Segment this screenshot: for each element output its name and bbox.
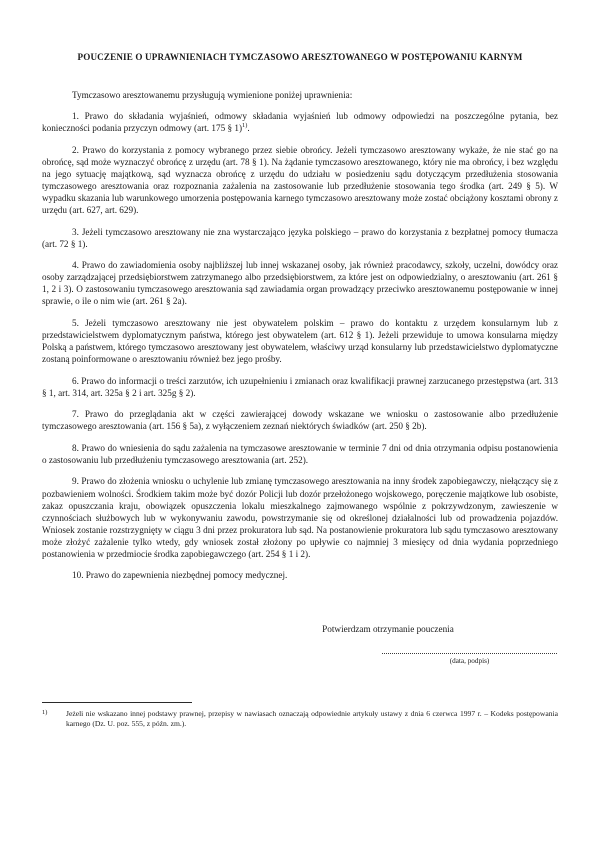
acknowledgement-statement: Potwierdzam otrzymanie pouczenia xyxy=(322,624,454,635)
footnote-1 xyxy=(42,709,558,730)
signature-caption: (data, podpis) xyxy=(449,657,490,666)
page-title: POUCZENIE O UPRAWNIENIACH TYMCZASOWO ARESZTOWANEGO W POSTĘPOWANIU KARNYM xyxy=(77,52,523,62)
footnote-marker: 1) xyxy=(42,708,48,716)
clause-6: 6. Prawo do informacji o treści zarzutów, ich uzupełnieniu i zmianach oraz kwalifikacji prawnej zarzucanego przestępstwa (art. 313 § 1, art. 314, art. 325a § 2 i art. 325g § 2). xyxy=(42,375,558,398)
clause-1-text-tail: . xyxy=(247,123,250,134)
clause-10: 10. Prawo do zapewnienia niezbędnej pomocy medycznej. xyxy=(72,570,288,581)
footnote-separator xyxy=(42,702,192,703)
clause-4: 4. Prawo do zawiadomienia osoby najbliższej lub innej wskazanej osoby, jak również pracodawcy, szkoły, uczelni, dowódcy oraz osoby zarządzającej przedsiębiorstwem zatrzymanego albo przedsiębiorstwem, za które jest on odpowiedzialny, o aresztowaniu (art. 261 § 1, 2 i 3). O zastosowaniu tymczasowego aresztowania sąd zawiadamia organ prowadzący przeciwko aresztowanemu postępowanie w innej sprawie, o ile o nim wie (art. 261 § 2a). xyxy=(42,260,558,307)
clause-5: 5. Jeżeli tymczasowo aresztowany nie jest obywatelem polskim – prawo do kontaktu z urzędem konsularnym lub z przedstawicielstwem dyplomatycznym państwa, którego jest obywatelem (art. 612 § 1). Jeżeli przewiduje to umowa konsularna między Polską a państwem, którego tymczasowo aresztowany jest obywatelem, właściwy urząd konsularny lub przedstawicielstwo dyplomatyczne zostaną poinformowane o aresztowaniu również bez jego prośby. xyxy=(42,318,558,365)
clause-1-text: 1. Prawo do składania wyjaśnień, odmowy składania wyjaśnień lub odmowy odpowiedzi na poszczególne pytania, bez konieczności podania przyczyn odmowy (art. 175 § 1) xyxy=(42,111,558,134)
clause-1 xyxy=(42,101,558,135)
acknowledgement-block xyxy=(42,581,558,666)
clause-8: 8. Prawo do wniesienia do sądu zażalenia na tymczasowe aresztowanie w terminie 7 dni od dnia otrzymania odpisu postanowienia o zastosowaniu lub przedłużeniu tymczasowego aresztowania (art. 252). xyxy=(42,442,558,465)
footnote-text: Jeżeli nie wskazano innej podstawy prawnej, przepisy w nawiasach oznaczają odpowiednie artykuły ustawy z dnia 6 czerwca 1997 r. – Kodeks postępowania karnego (Dz. U. poz. 555, z późn. zm.). xyxy=(66,709,558,729)
footnote-reference-icon: 1) xyxy=(242,122,248,130)
clause-9: 9. Prawo do złożenia wniosku o uchylenie lub zmianę tymczasowego aresztowania na inny środek zapobiegawczy, niełączący się z pozbawieniem wolności. Środkiem takim może być dozór Policji lub dozór przełożonego wojskowego, poręczenie majątkowe lub osobiste, zakaz opuszczania kraju, obowiązek opuszczenia lokalu mieszkalnego zajmowanego wspólnie z pokrzywdzonym, zawieszenie w czynnościach służbowych lub w wykonywaniu zawodu, powstrzymanie się od określonej działalności lub od prowadzenia pojazdów. Wniosek zostanie rozstrzygnięty w ciągu 3 dni przez prokuratora lub sąd. Na postanowienie prokuratora lub sądu tymczasowo aresztowany może złożyć zażalenie tylko wtedy, gdy wniosek został złożony po upływie co najmniej 3 miesięcy od dnia wydania poprzedniego postanowienia w przedmiocie środka zapobiegawczego (art. 254 § 1 i 2). xyxy=(42,476,558,559)
signature-line[interactable] xyxy=(382,652,557,654)
intro-paragraph: Tymczasowo aresztowanemu przysługują wymienione poniżej uprawnienia: xyxy=(72,89,353,100)
footnote-area xyxy=(42,702,558,730)
clause-2: 2. Prawo do korzystania z pomocy wybranego przez siebie obrońcy. Jeżeli tymczasowo aresztowany wykaże, że nie stać go na obrońcę, sąd może wyznaczyć obrońcę z urzędu (art. 78 § 1). Na żądanie tymczasowo aresztowanego, który nie ma obrońcy, i bez względu na jego sytuację majątkową, sąd wyznacza obrońcę z urzędu do udziału w posiedzeniu sądu dotyczącym przedłużenia stosowania tymczasowego aresztowania oraz rozpoznania zażalenia na zastosowanie lub przedłużenie stosowania tego środka (art. 249 § 5). W wypadku skazania lub warunkowego umorzenia postępowania karnego tymczasowo aresztowany może zostać obciążony kosztami obrony z urzędu (art. 627, art. 629). xyxy=(42,144,558,216)
clause-3: 3. Jeżeli tymczasowo aresztowany nie zna wystarczająco języka polskiego – prawo do korzystania z bezpłatnej pomocy tłumacza (art. 72 § 1). xyxy=(42,226,558,249)
clause-7: 7. Prawo do przeglądania akt w części zawierającej dowody wskazane we wniosku o zastosowanie albo przedłużenie tymczasowego aresztowania (art. 156 § 5a), z wyłączeniem zeznań niektórych świadków (art. 250 § 2b). xyxy=(42,409,558,432)
